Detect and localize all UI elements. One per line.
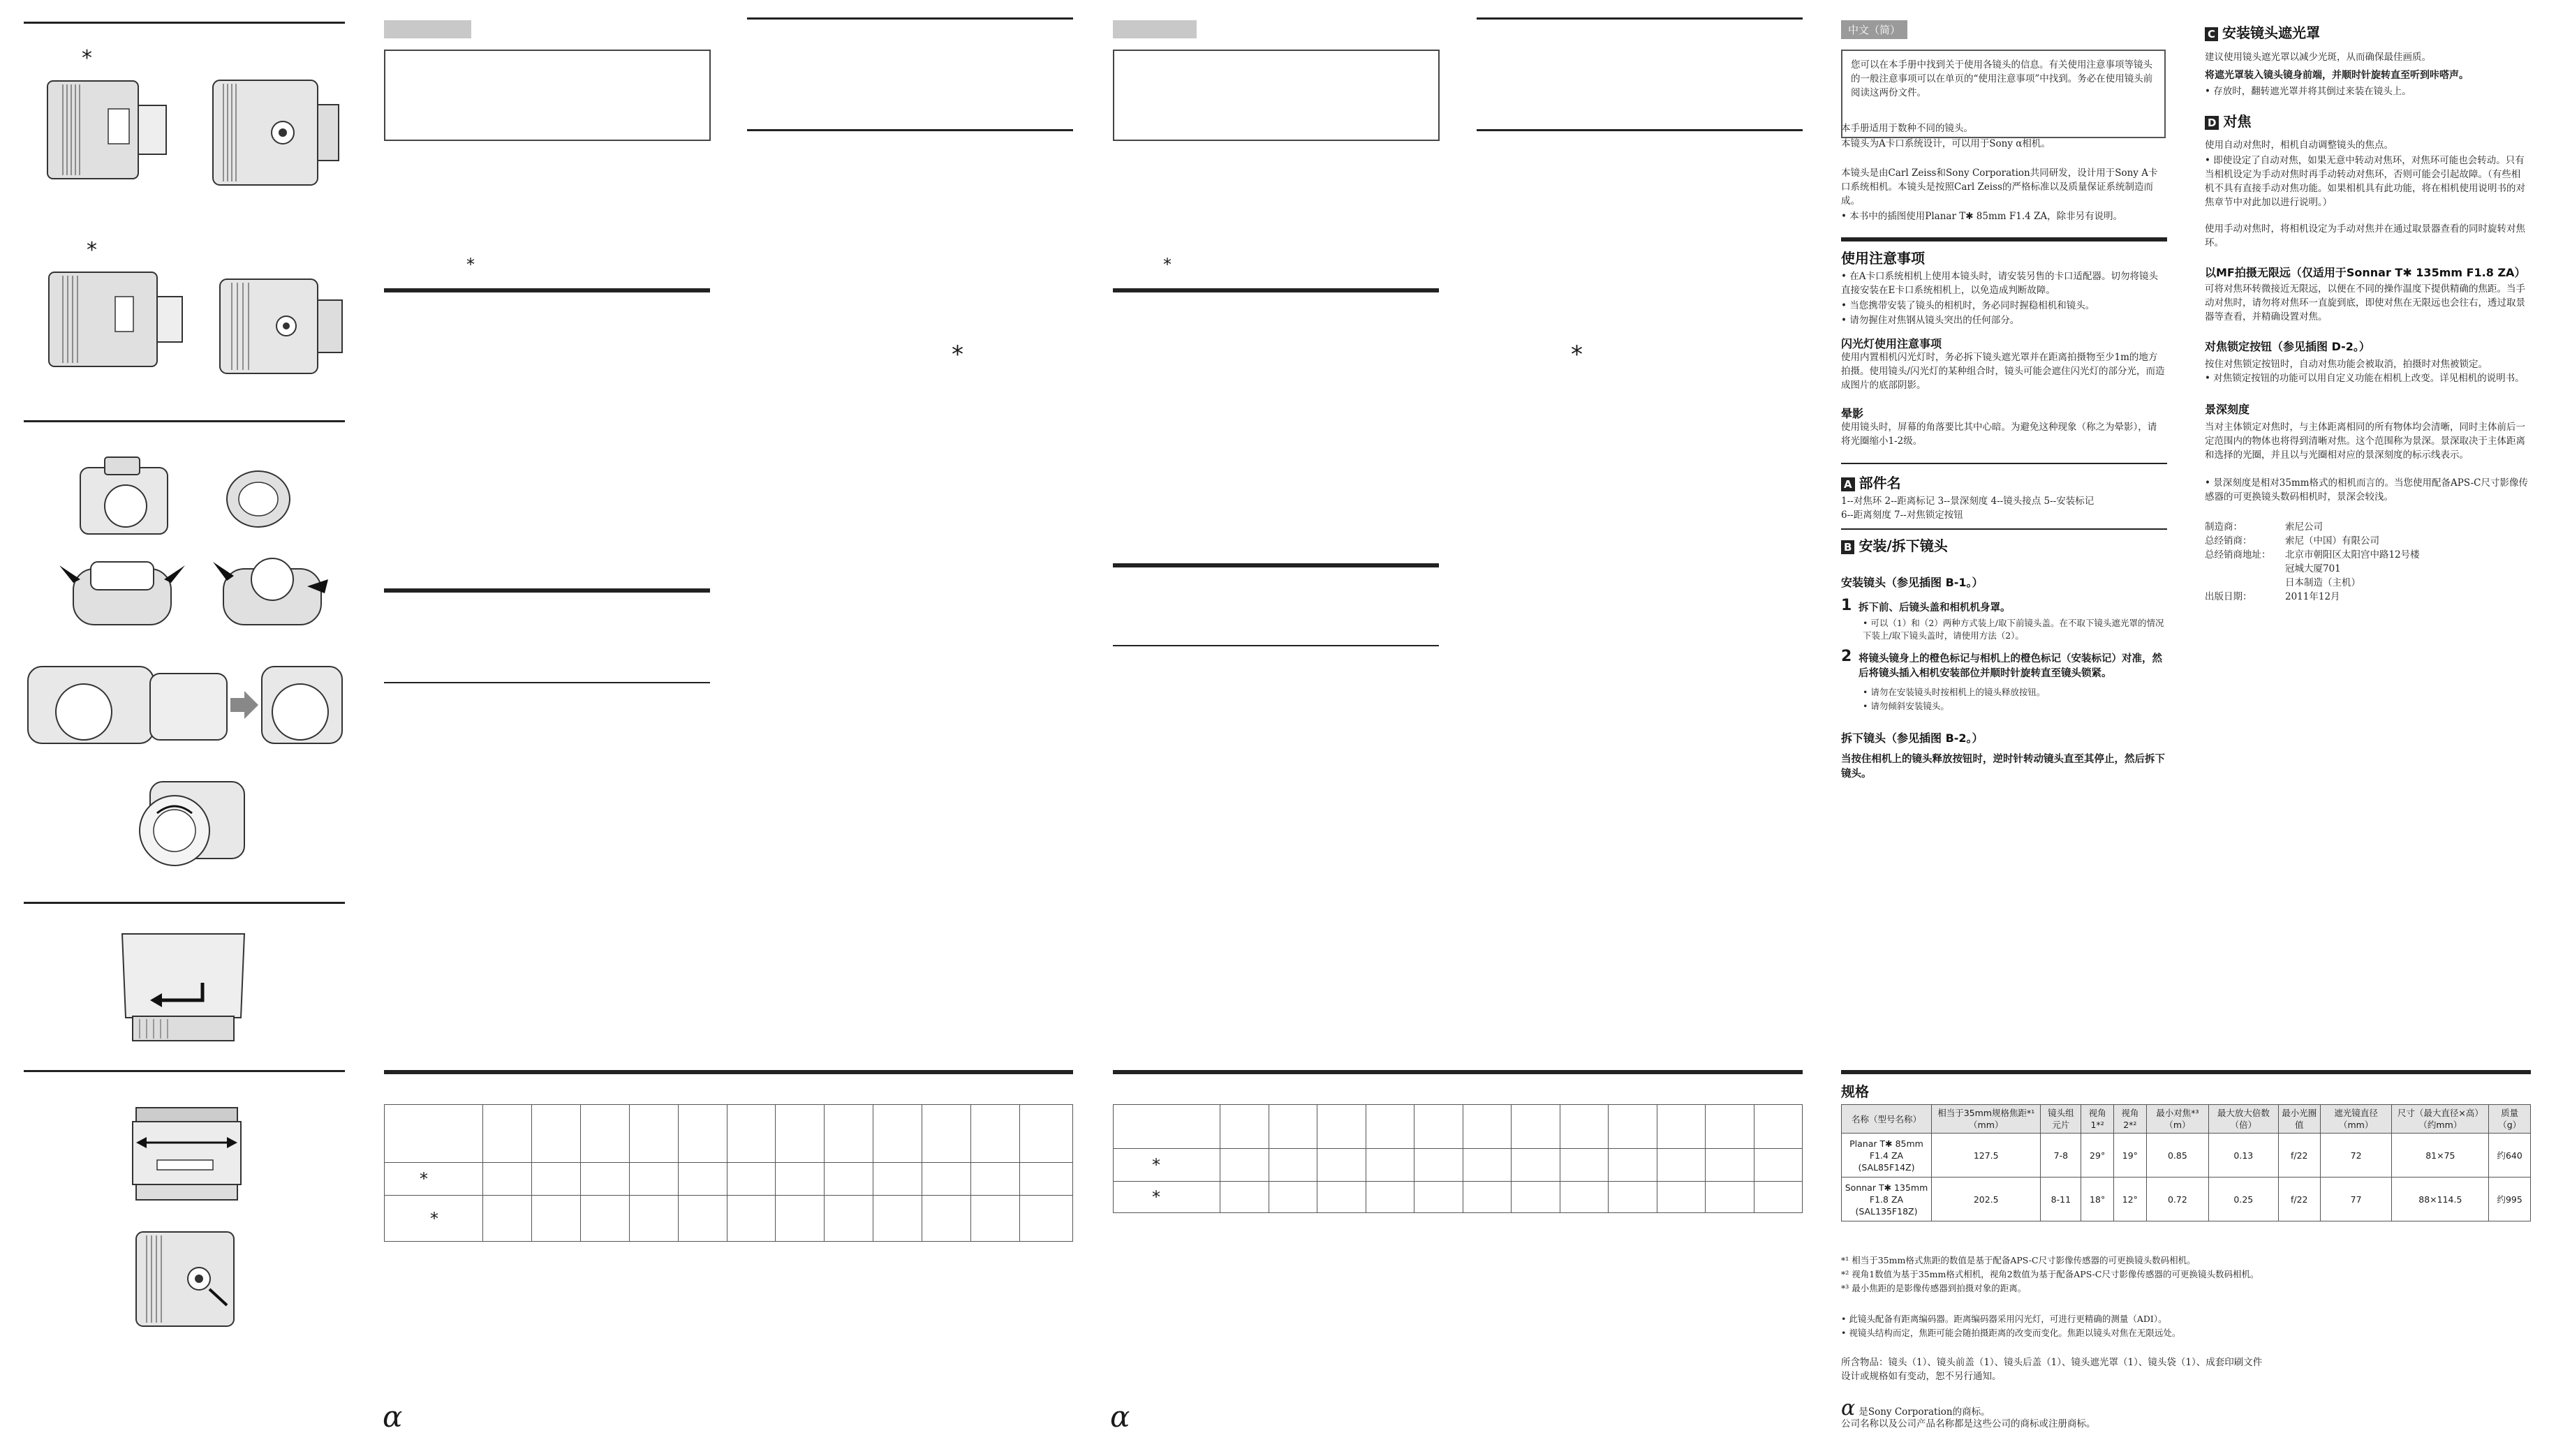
precaution-bullet: • 当您携带安装了镜头的相机时，务必同时握稳相机和镜头。 (1841, 299, 2166, 313)
section-d-text-2: 使用手动对焦时，将相机设定为手动对焦并在通过取景器查看的同时旋转对焦环。 (2205, 223, 2525, 248)
specs-cell: 7-8 (2041, 1134, 2081, 1178)
lang-tab-placeholder (1113, 20, 1197, 38)
step-1-note: • 可以（1）和（2）两种方式装上/取下前镜头盖。在不取下镜头遮光罩的情况下装上/取下镜头盖时，请使用方法（2）。 (1863, 617, 2164, 642)
specs-footnote: *¹ 相当于35mm格式焦距的数值是基于配备APS-C尺寸影像传感器的可更换镜头数码相机。 (1841, 1255, 2196, 1265)
specs-table (1841, 1104, 2531, 1221)
precautions-title: 使用注意事项 (1841, 250, 1925, 267)
alpha-logo: α (1110, 1399, 1130, 1434)
lens-cap-squeeze-illustration-2 (213, 551, 332, 628)
specs-header: 最大放大倍数（倍） (2209, 1105, 2278, 1134)
lang-tab-placeholder (384, 20, 471, 38)
section-d-heading: 对焦 (2223, 113, 2252, 130)
section-d-letter: D (2205, 116, 2219, 130)
specs-cell: 约995 (2489, 1178, 2531, 1221)
section-b-title (1841, 535, 1948, 555)
included-items: 所含物品：镜头（1）、镜头前盖（1）、镜头后盖（1）、镜头遮光罩（1）、镜头袋（1）、成套印刷文件 (1841, 1357, 2263, 1368)
section-rule (747, 17, 1073, 20)
specs-header-row (1842, 1105, 2531, 1134)
section-rule (1477, 17, 1803, 20)
section-d-bullet: • 即使设定了自动对焦，如果无意中转动对焦环，对焦环可能也会转动。只有当相机设定为手动对焦时再手动转动对焦环，否则可能会引起故障。（有些相机不具有直接手动对焦功能。如果相机具有此功能，将在相机使用说明书的对焦章节中对此加以进行说明。） (2205, 154, 2529, 209)
intro-box-placeholder (384, 50, 711, 141)
section-a-heading: 部件名 (1859, 475, 1901, 491)
company-label: 出版日期： (2205, 591, 2252, 602)
change-note: 设计或规格如有变动，恕不另行通知。 (1841, 1371, 2002, 1382)
flash-text: 使用内置相机闪光灯时，务必拆下镜头遮光罩并在距离拍摄物至少1m的地方拍摄。使用镜头/闪光灯的某种组合时，镜头可能会遮住闪光灯的部分光，而造成图片的底部阴影。 (1841, 352, 2165, 391)
footnote-star: * (952, 341, 963, 369)
lens-hood-illustration (119, 934, 251, 1046)
specs-bullet: • 此镜头配备有距离编码器。距离编码器采用闪光灯，可进行更精确的测量（ADI）。 (1841, 1312, 2531, 1326)
specs-cell: 81×75 (2392, 1134, 2489, 1178)
lens-cap-illustration (223, 468, 293, 534)
company-label: 制造商： (2205, 521, 2243, 533)
specs-title: 规格 (1841, 1083, 1869, 1100)
precaution-bullet: • 请勿握住对焦钢从镜头突出的任何部分。 (1841, 313, 2166, 327)
mf-title: 以MF拍摄无限远（仅适用于Sonnar T✱ 135mm F1.8 ZA） (2205, 266, 2526, 279)
section-c-title (2205, 22, 2320, 42)
intro-bullet: • 本书中的插图使用Planar T✱ 85mm F1.4 ZA，除非另有说明。 (1841, 209, 2166, 223)
vignette-text: 使用镜头时，屏幕的角落要比其中心暗。为避免这种现象（称之为晕影），请将光圈缩小1-2级。 (1841, 422, 2157, 447)
mf-text: 可将对焦环转微接近无限远，以便在不同的操作温度下提供精确的焦距。当手动对焦时，请勿将对焦环一直旋到底，即使对焦在无限远也会往右，透过取景器等查看，并精确设置对焦。 (2205, 283, 2525, 322)
section-rule (1113, 645, 1439, 646)
specs-cell: Planar T✱ 85mm F1.4 ZA (SAL85F14Z) (1842, 1134, 1932, 1178)
specs-header: 视角1*² (2081, 1105, 2114, 1134)
intro-line: 本手册适用于数种不同的镜头。 (1841, 123, 1973, 134)
intro-paragraph: 本镜头是由Carl Zeiss和Sony Corporation共同研发，设计用于Sony A卡口系统相机。本镜头是按照Carl Zeiss的严格标准以及质量保证系统制造而成。 (1841, 168, 2158, 207)
specs-footnote: *³ 最小焦距的是影像传感器到拍摄对象的距离。 (1841, 1283, 2027, 1293)
specs-cell: 0.13 (2209, 1134, 2278, 1178)
specs-cell: f/22 (2278, 1178, 2320, 1221)
section-rule (384, 682, 710, 683)
section-rule (1113, 563, 1439, 567)
section-rule (1841, 463, 2167, 464)
specs-header: 相当于35mm规格焦距*¹（mm） (1932, 1105, 2041, 1134)
specs-table-placeholder-2 (1113, 1104, 1803, 1213)
specs-cell: 202.5 (1932, 1178, 2041, 1221)
intro-box-text: 您可以在本手册中找到关于使用各镜头的信息。有关使用注意事项等镜头的一般注意事项可以在单页的“使用注意事项”中找到。务必在使用镜头前阅读这两份文件。 (1851, 59, 2153, 98)
focus-lock-text: 按住对焦锁定按钮时，自动对焦功能会被取消，拍摄时对焦被锁定。 (2205, 359, 2488, 370)
specs-header: 最小光圈值 (2278, 1105, 2320, 1134)
section-d-title (2205, 110, 2251, 131)
camera-body-illustration (73, 454, 178, 537)
section-b-heading: 安装/拆下镜头 (1859, 537, 1948, 554)
section-a-letter: A (1841, 477, 1855, 491)
specs-cell: f/22 (2278, 1134, 2320, 1178)
focus-lock-title: 对焦锁定按钮（参见插图 D-2。） (2205, 340, 2370, 353)
step-2-text: 将镜头镜身上的橙色标记与相机上的橙色标记（安装标记）对准，然后将镜头插入相机安装部位并顺时针旋转直至镜头锁紧。 (1859, 653, 2162, 679)
step-1-number: 1 (1841, 597, 1852, 614)
section-a-parts-2: 6--距离刻度 7--对焦锁定按钮 (1841, 510, 1963, 521)
section-c-heading: 安装镜头遮光罩 (2222, 24, 2321, 41)
section-rule (384, 588, 710, 593)
lens-cap-squeeze-illustration-1 (59, 551, 185, 628)
specs-cell: Sonnar T✱ 135mm F1.8 ZA (SAL135F18Z) (1842, 1178, 1932, 1221)
lens-mount-illustration-1 (209, 77, 342, 195)
footnote-star: * (1163, 255, 1172, 274)
illus-rule-4 (24, 1070, 345, 1072)
company-value: 索尼（中国）有限公司 (2285, 535, 2379, 547)
specs-cell: 29° (2081, 1134, 2114, 1178)
lens-side-illustration-2 (45, 265, 185, 377)
section-c-text: 建议使用镜头遮光罩以减少光斑，从而确保最佳画质。 (2205, 52, 2431, 63)
illus-star: * (87, 238, 97, 262)
table-row (1842, 1134, 2531, 1178)
specs-cell: 72 (2320, 1134, 2391, 1178)
alpha-logo: α (1841, 1396, 1856, 1420)
specs-rule (384, 1070, 1073, 1074)
specs-rule (1841, 1070, 2531, 1074)
dof-title: 景深刻度 (2205, 403, 2250, 416)
lens-detach-illustration (129, 778, 248, 869)
alpha-logo: α (383, 1399, 403, 1434)
company-info (2205, 520, 2484, 604)
footnote-star: * (466, 255, 475, 274)
company-value: 北京市朝阳区太阳宫中路12号楼 (2285, 549, 2420, 560)
specs-cell: 12° (2113, 1178, 2146, 1221)
specs-cell: 19° (2113, 1134, 2146, 1178)
section-a-parts-1: 1--对焦环 2--距离标记 3--景深刻度 4--镜头接点 5--安装标记 (1841, 496, 2094, 507)
specs-cell: 88×114.5 (2392, 1178, 2489, 1221)
section-rule (384, 288, 710, 292)
intro-line: 本镜头为A卡口系统设计，可以用于Sony α相机。 (1841, 138, 2051, 149)
step-1-text: 拆下前、后镜头盖和相机机身罩。 (1859, 602, 2011, 614)
intro-box-placeholder (1113, 50, 1440, 141)
company-value: 冠城大厦701 (2285, 563, 2341, 574)
specs-cell: 约640 (2489, 1134, 2531, 1178)
section-c-bold: 将遮光罩装入镜头镜身前端，并顺时针旋转直至听到咔嗒声。 (2205, 70, 2469, 81)
language-tab: 中文（简） (1841, 20, 1907, 39)
section-rule (1841, 237, 2167, 242)
specs-cell: 0.85 (2146, 1134, 2208, 1178)
specs-cell: 18° (2081, 1178, 2114, 1221)
section-d-text: 使用自动对焦时，相机自动调整镜头的焦点。 (2205, 140, 2393, 151)
footnote-star: * (1571, 341, 1583, 369)
specs-cell: 0.72 (2146, 1178, 2208, 1221)
company-label: 总经销商： (2205, 535, 2252, 547)
attach-title: 安装镜头（参见插图 B-1。） (1841, 576, 1983, 589)
specs-cell: 0.25 (2209, 1178, 2278, 1221)
dof-bullet: • 景深刻度是相对35mm格式的相机而言的。当您使用配备APS-C尺寸影像传感器的可更换镜头数码相机时，景深会较浅。 (2205, 476, 2529, 504)
company-value: 日本制造（主机） (2285, 577, 2360, 588)
focus-lock-illustration (129, 1228, 244, 1333)
focus-lock-bullet: • 对焦锁定按钮的功能可以用自定义功能在相机上改变。详见相机的说明书。 (2205, 371, 2529, 385)
specs-rule (1113, 1070, 1803, 1074)
lens-side-illustration-1 (42, 67, 182, 193)
precaution-bullet: • 在A卡口系统相机上使用本镜头时，请安装另售的卡口适配器。切勿将镜头直接安装在E卡口系统相机上，以免造成判断故障。 (1841, 269, 2166, 297)
detach-title: 拆下镜头（参见插图 B-2。） (1841, 731, 1983, 745)
step-2-note: • 请勿在安装镜头时按相机上的镜头释放按钮。 (1863, 686, 2164, 699)
lens-mount-illustration-2 (216, 276, 349, 380)
specs-header: 质量（g） (2489, 1105, 2531, 1134)
specs-header: 最小对焦*³（m） (2146, 1105, 2208, 1134)
company-value: 索尼公司 (2285, 521, 2323, 533)
dof-text: 当对主体锁定对焦时，与主体距离相同的所有物体均会清晰，同时主体前后一定范围内的物体也将得到清晰对焦。这个范围称为景深。景深取决于主体距离和选择的光圈，并且以与光圈相对应的景深刻度的标示线表示。 (2205, 422, 2525, 461)
specs-footnote: *² 视角1数值为基于35mm格式相机，视角2数值为基于配备APS-C尺寸影像传感器的可更换镜头数码相机。 (1841, 1269, 2259, 1279)
vignette-title: 晕影 (1841, 407, 1864, 420)
trademark-text: 是Sony Corporation的商标。 (1859, 1406, 1990, 1418)
company-label: 总经销商地址： (2205, 549, 2271, 560)
specs-header: 尺寸（最大直径×高）（约mm） (2392, 1105, 2489, 1134)
footnote-star: * (420, 1169, 428, 1189)
specs-cell: 127.5 (1932, 1134, 2041, 1178)
specs-cell: 77 (2320, 1178, 2391, 1221)
footnote-star: * (1152, 1155, 1160, 1175)
specs-header: 名称（型号名称） (1842, 1105, 1932, 1134)
illus-rule-3 (24, 902, 345, 904)
detach-text: 当按住相机上的镜头释放按钮时，逆时针转动镜头直至其停止，然后拆下镜头。 (1841, 754, 2165, 780)
step-2-number: 2 (1841, 648, 1852, 665)
illus-star: * (82, 46, 92, 70)
step-2-note: • 请勿倾斜安装镜头。 (1863, 700, 2164, 713)
section-a-title (1841, 472, 1901, 492)
specs-header: 镜头组元片 (2041, 1105, 2081, 1134)
footnote-star: * (1152, 1187, 1160, 1207)
company-value: 2011年12月 (2285, 591, 2340, 602)
illus-rule-1 (24, 22, 345, 24)
trademark-text-2: 公司名称以及公司产品名称都是这些公司的商标或注册商标。 (1841, 1418, 2096, 1429)
section-rule (747, 129, 1073, 131)
section-rule (1113, 288, 1439, 292)
dof-scale-illustration (129, 1104, 244, 1202)
specs-header: 遮光镜直径（mm） (2320, 1105, 2391, 1134)
section-rule (1477, 129, 1803, 131)
section-c-letter: C (2205, 27, 2218, 41)
footnote-star: * (430, 1208, 438, 1228)
specs-bullet: • 视镜头结构而定，焦距可能会随拍摄距离的改变而变化。焦距以镜头对焦在无限远处。 (1841, 1326, 2531, 1340)
section-b-letter: B (1841, 540, 1854, 554)
illus-rule-2 (24, 420, 345, 422)
section-c-bullet: • 存放时，翻转遮光罩并将其倒过来装在镜头上。 (2205, 84, 2529, 98)
section-rule (1841, 528, 2167, 530)
specs-header: 视角2*² (2113, 1105, 2146, 1134)
table-row (1842, 1178, 2531, 1221)
flash-title: 闪光灯使用注意事项 (1841, 337, 1942, 350)
specs-table-placeholder-1 (384, 1104, 1073, 1242)
specs-cell: 8-11 (2041, 1178, 2081, 1221)
lens-mounting-illustration (28, 660, 342, 750)
